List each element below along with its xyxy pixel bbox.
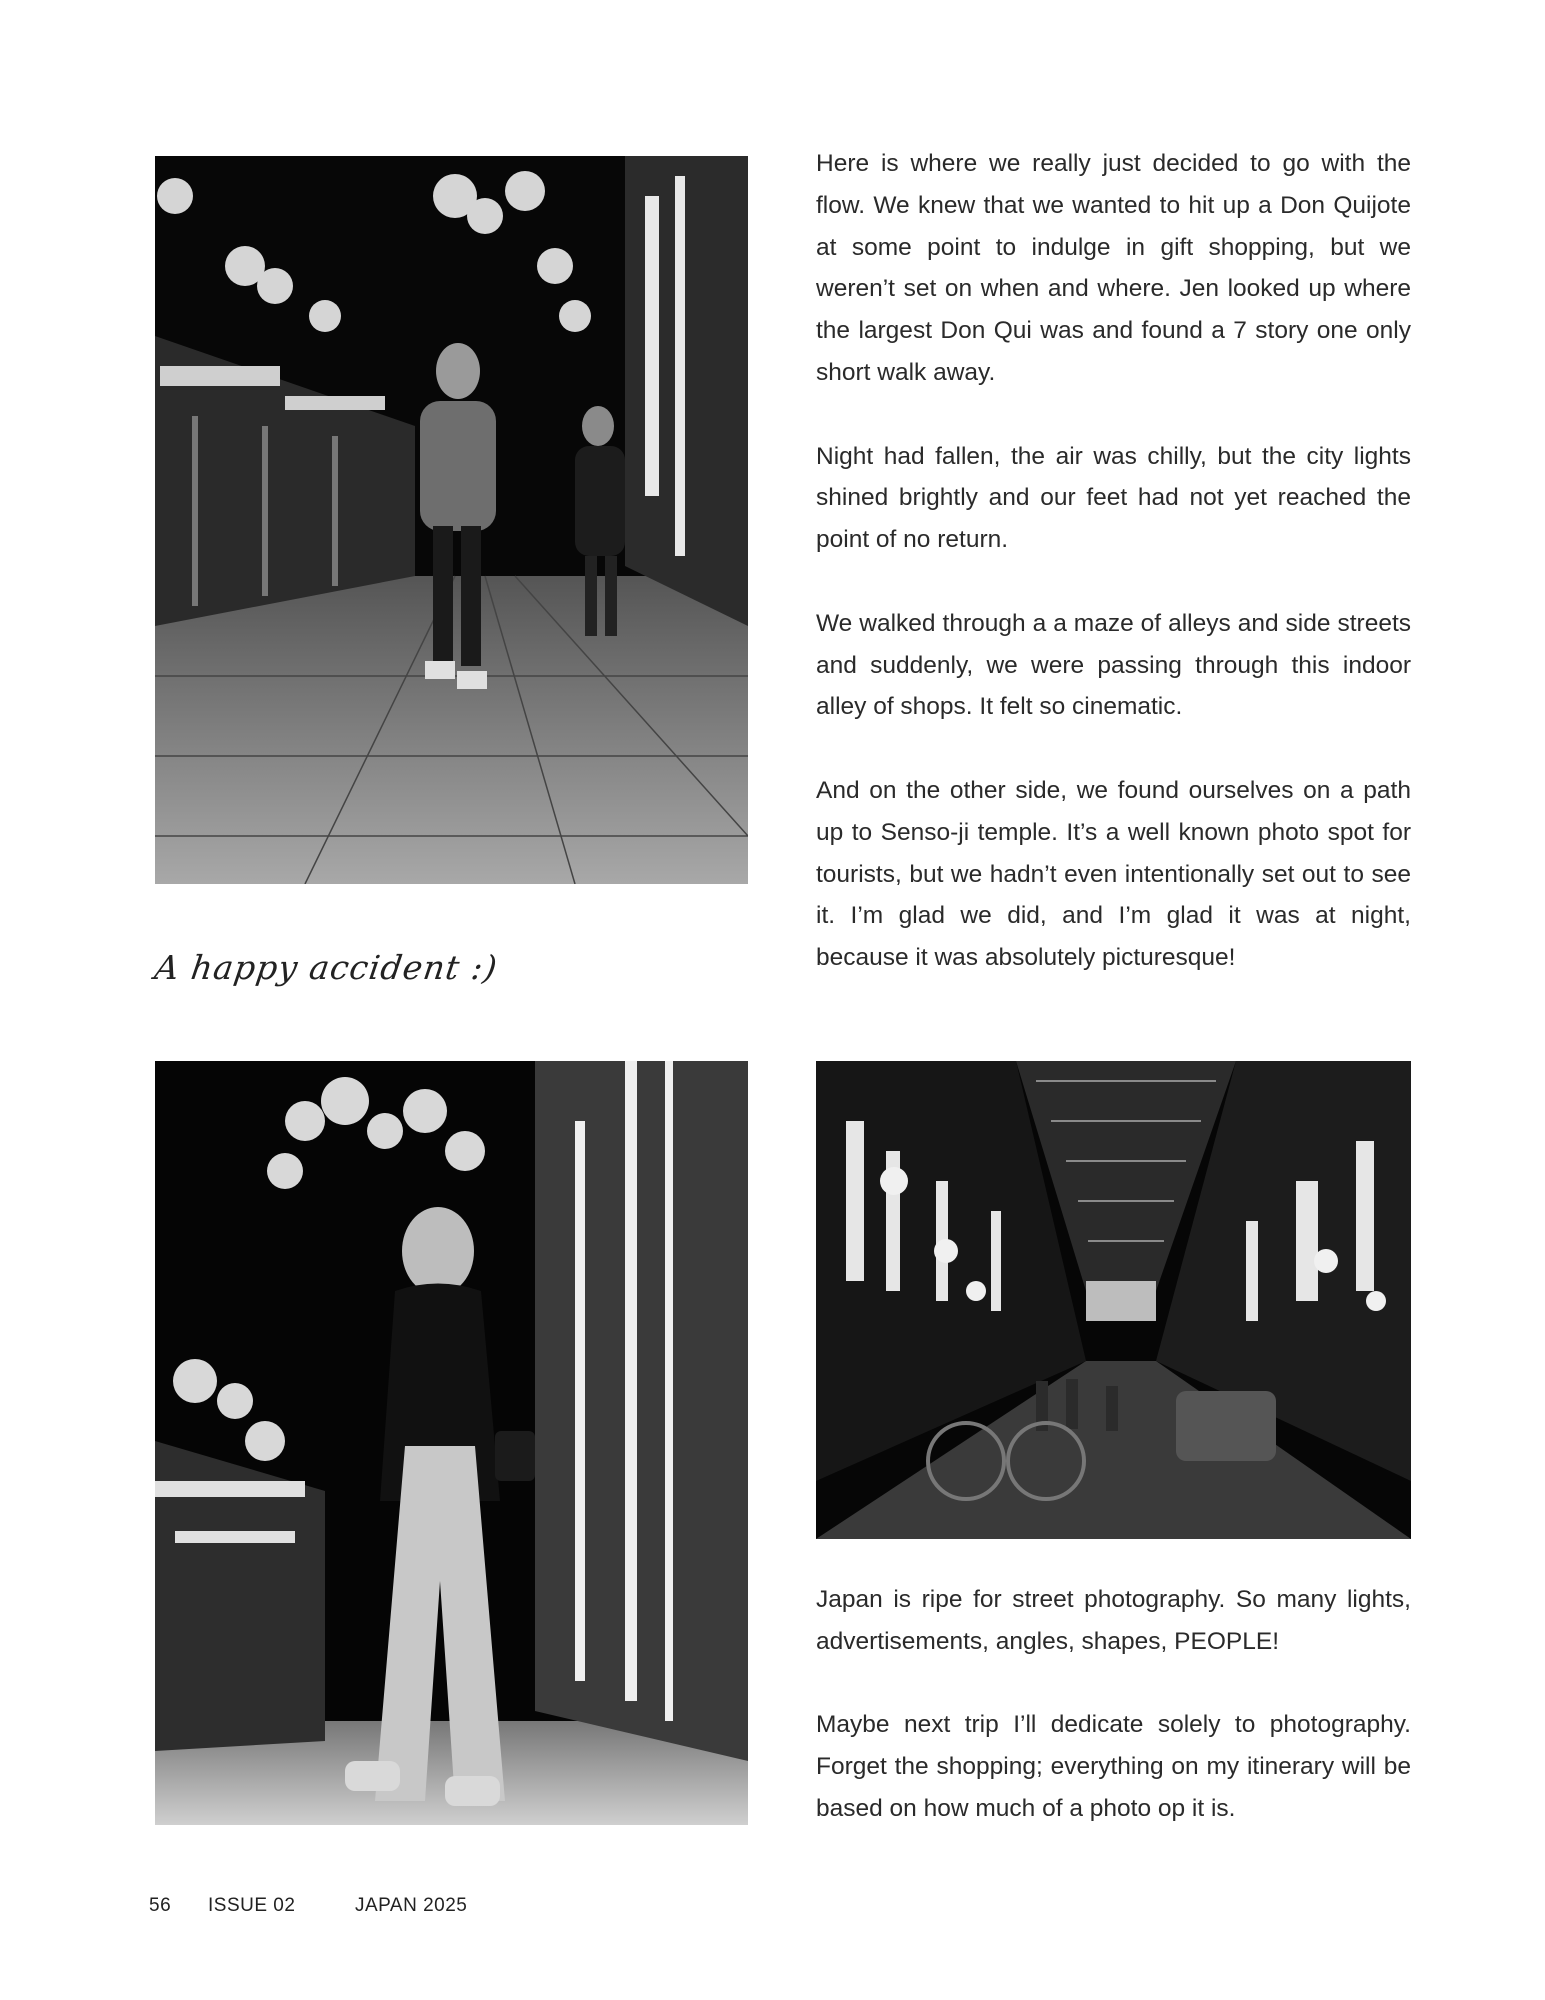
photo-alley-walking bbox=[155, 156, 748, 884]
story-paragraph: Night had fallen, the air was chilly, but the city lights shined brightly and our feet had not yet reached the point of no return. bbox=[816, 442, 1411, 554]
issue-label: ISSUE 02 bbox=[208, 1895, 296, 1916]
photo-portrait-smiling bbox=[155, 1061, 748, 1825]
photo-shopping-arcade bbox=[816, 1061, 1411, 1539]
story-paragraph: We walked through a a maze of alleys and side streets and suddenly, we were passing through this indoor alley of shops. It felt so cinematic. bbox=[816, 609, 1411, 721]
handwritten-caption: A happy accident :) bbox=[152, 948, 501, 987]
story-paragraph: Japan is ripe for street photography. So many lights, advertisements, angles, shapes, PEOPLE! bbox=[816, 1586, 1411, 1655]
page-number: 56 bbox=[149, 1895, 172, 1916]
story-text-top bbox=[816, 143, 1411, 979]
story-paragraph: Here is where we really just decided to go with the flow. We knew that we wanted to hit up a Don Quijote at some point to indulge in gift shopping, but we weren’t set on when and where. Jen looked up where the largest Don Qui was and found a 7 story one only short walk away. bbox=[816, 150, 1411, 386]
story-paragraph: And on the other side, we found ourselves on a path up to Senso-ji temple. It’s a well known photo spot for tourists, but we hadn’t even intentionally set out to see it. I’m glad we did, and I’m glad it was at night, because it was absolutely picturesque! bbox=[816, 776, 1411, 972]
publication-title: JAPAN 2025 bbox=[355, 1895, 468, 1916]
story-text-bottom bbox=[816, 1579, 1411, 1830]
story-paragraph: Maybe next trip I’ll dedicate solely to photography. Forget the shopping; everything on my itinerary will be based on how much of a photo op it is. bbox=[816, 1711, 1411, 1822]
